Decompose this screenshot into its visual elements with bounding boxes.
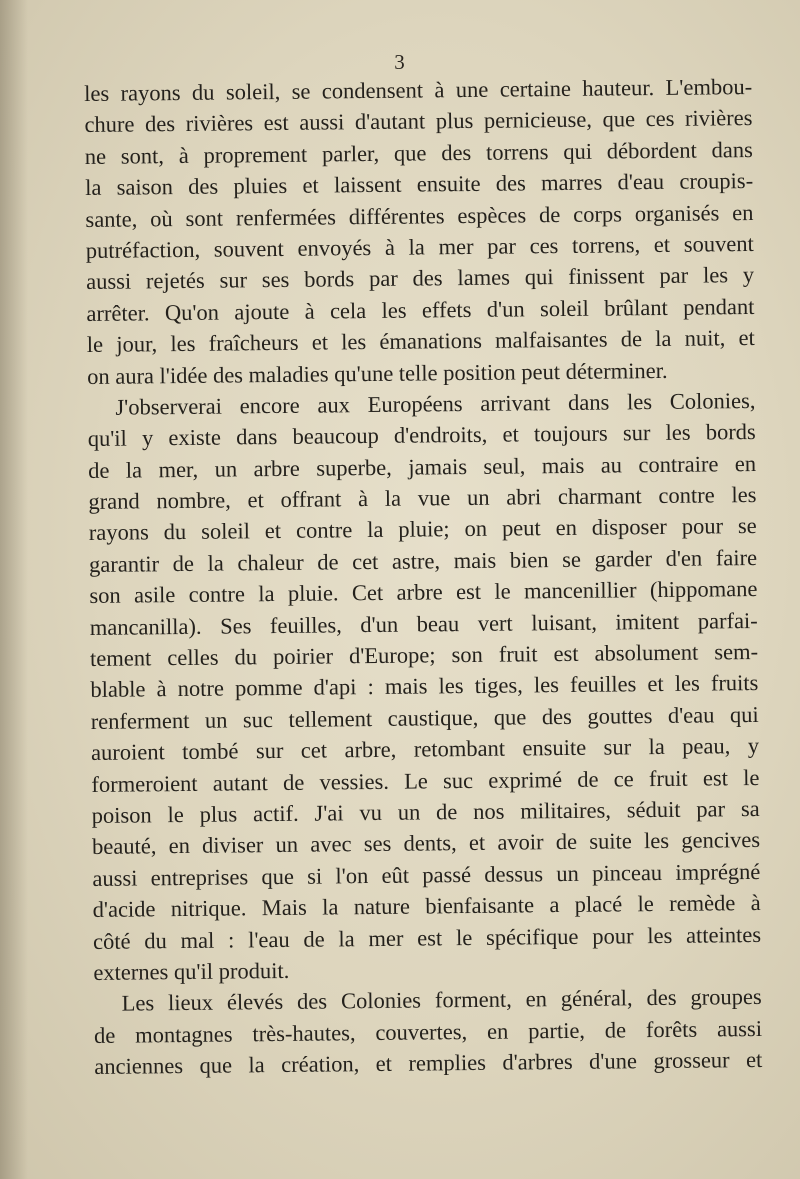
text-line: sante, où sont renfermées différentes espèces de corps organisés en	[85, 199, 754, 232]
text-line: blable à notre pomme d'api : mais les tiges, les feuilles et les fruits	[90, 670, 759, 703]
text-line: grand nombre, et offrant à la vue un abri charmant contre les	[88, 482, 757, 515]
text-line: chure des rivières est aussi d'autant plus pernicieuse, que ces rivières	[84, 105, 753, 138]
text-line: Les lieux élevés des Colonies forment, en général, des groupes	[121, 984, 762, 1016]
text-line: renferment un suc tellement caustique, que des gouttes d'eau qui	[90, 701, 759, 734]
text-line: poison le plus actif. J'ai vu un de nos militaires, séduit par sa	[91, 795, 760, 828]
text-line: côté du mal : l'eau de la mer est le spécifique pour les atteintes	[92, 921, 762, 954]
text-line: auroient tombé sur cet arbre, retombant ensuite sur la peau, y	[90, 733, 760, 766]
text-line: de la mer, un arbre superbe, jamais seul, mais au contraire en	[87, 450, 757, 483]
text-line: qu'il y existe dans beaucoup d'endroits, et toujours sur les bords	[87, 419, 756, 452]
text-line: on aura l'idée des maladies qu'une telle position peut déterminer.	[86, 357, 668, 389]
page-number: 3	[394, 50, 406, 74]
text-line: J'observerai encore aux Européens arrivant dans les Colonies,	[115, 387, 756, 420]
text-line: de montagnes très-hautes, couvertes, en partie, de forêts aussi	[93, 1015, 763, 1048]
text-line: les rayons du soleil, se condensent à une certaine hauteur. L'embou-	[84, 74, 753, 106]
text-line: anciennes que la création, et remplies d'arbres d'une grosseur et	[94, 1047, 763, 1080]
text-line: beauté, en diviser un avec ses dents, et avoir de suite les gencives	[91, 827, 761, 860]
text-line: garantir de la chaleur de cet astre, mais bien se garder d'en faire	[88, 544, 758, 577]
text-line: formeroient autant de vessies. Le suc exprimé de ce fruit est le	[91, 764, 760, 797]
text-line: externes qu'il produit.	[93, 957, 290, 985]
text-line: arrêter. Qu'on ajoute à cela les effets d'un soleil brûlant pendant	[86, 293, 755, 326]
text-line: tement celles du poirier d'Europe; son fruit est absolument sem-	[89, 639, 759, 671]
text-line: ne sont, à proprement parler, que des torrens qui débordent dans	[84, 136, 753, 169]
spine-shadow	[0, 0, 28, 1179]
text-line: rayons du soleil et contre la pluie; on peut en disposer pour se	[88, 513, 757, 546]
text-line: d'acide nitrique. Mais la nature bienfaisante a placé le remède à	[92, 890, 761, 923]
text-line: mancanilla). Ses feuilles, d'un beau vert luisant, imitent parfai-	[89, 607, 758, 640]
text-line: putréfaction, souvent envoyés à la mer par ces torrens, et souvent	[85, 230, 754, 263]
text-line: aussi entreprises que si l'on eût passé dessus un pinceau imprégné	[92, 858, 761, 891]
text-line: le jour, les fraîcheurs et les émanations malfaisantes de la nuit, et	[86, 325, 755, 358]
text-line: son asile contre la pluie. Cet arbre est le mancenillier (hippomane	[89, 576, 758, 609]
body-text	[84, 71, 762, 1082]
text-line: aussi rejetés sur ses bords par des lames qui finissent par les y	[86, 262, 755, 295]
text-line: la saison des pluies et laissent ensuite des marres d'eau croupis-	[85, 168, 754, 201]
